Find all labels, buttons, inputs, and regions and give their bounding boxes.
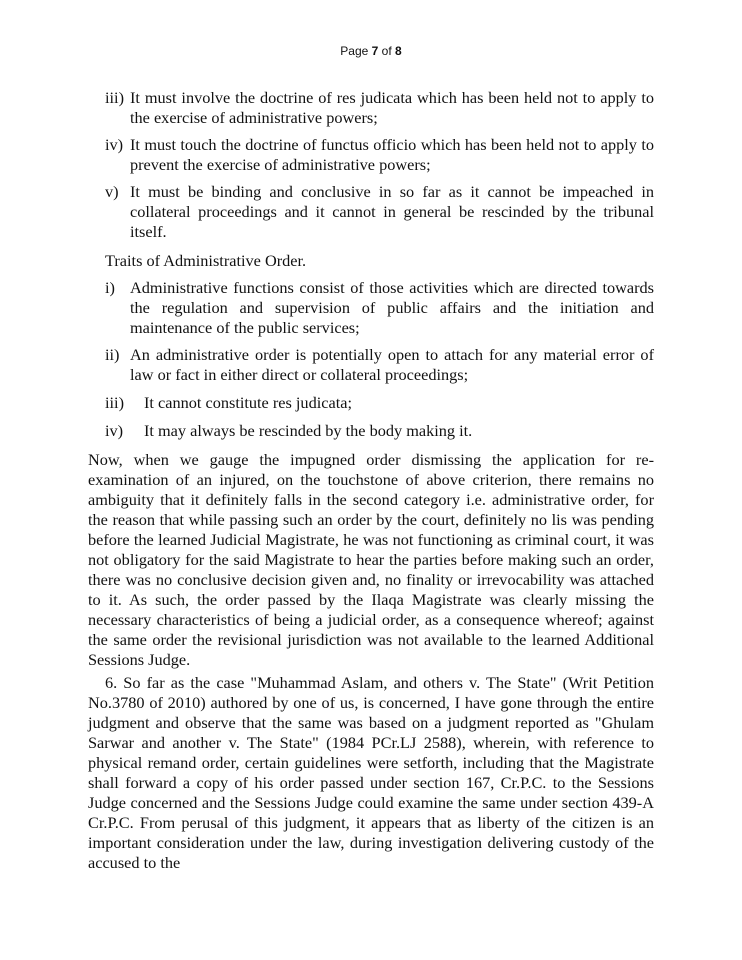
- list-item-number: iv): [105, 135, 124, 154]
- list-item: [105, 278, 654, 338]
- page-header: [0, 44, 742, 58]
- list-item: [105, 393, 654, 413]
- list-item: [105, 421, 654, 441]
- list-item-text: It may always be rescinded by the body making it.: [144, 421, 473, 440]
- list-item-number: iv): [105, 421, 124, 440]
- list-item-number: iii): [105, 88, 124, 107]
- list-item: [105, 182, 654, 242]
- list-item-number: iii): [105, 393, 124, 412]
- list-item-text: It must touch the doctrine of functus officio which has been held not to apply to prevent the exercise of administrative powers;: [130, 135, 654, 174]
- list-item: [105, 88, 654, 128]
- list-item-text: An administrative order is potentially open to attach for any material error of law or fact in either direct or collateral proceedings;: [130, 345, 654, 384]
- list-item-number: v): [105, 182, 119, 201]
- page-label: Page: [340, 44, 372, 58]
- list-item: [105, 345, 654, 385]
- page-of: of: [378, 44, 396, 58]
- list-item: [105, 135, 654, 175]
- page-current: 7: [371, 44, 379, 58]
- list-item-text: It cannot constitute res judicata;: [144, 393, 352, 412]
- section-heading: Traits of Administrative Order.: [105, 251, 307, 270]
- list-item-text: It must involve the doctrine of res judicata which has been held not to apply to the exercise of administrative powers;: [130, 88, 654, 127]
- list-item-text: It must be binding and conclusive in so far as it cannot be impeached in collateral proceedings and it cannot in general be rescinded by the tribunal itself.: [130, 182, 654, 241]
- body-paragraph: [88, 673, 654, 873]
- paragraph-text: 6. So far as the case "Muhammad Aslam, and others v. The State" (Writ Petition No.3780 of 2010) authored by one of us, is concerned, I have gone through the entire judgment and observe that the same was based on a judgment reported as "Ghulam Sarwar and another v. The State" (1984 PCr.LJ 2588), wherein, with reference to physical remand order, certain guidelines were setforth, including that the Magistrate shall forward a copy of his order passed under section 167, Cr.P.C. to the Sessions Judge concerned and the Sessions Judge could examine the same under section 439-A Cr.P.C. From perusal of this judgment, it appears that as liberty of the citizen is an important consideration under the law, during investigation delivering custody of the accused to the: [88, 673, 654, 872]
- body-paragraph: Now, when we gauge the impugned order dismissing the application for re-examination of an injured, on the touchstone of above criterion, there remains no ambiguity that it definitely falls in the second category i.e. administrative order, for the reason that while passing such an order by the court, definitely no lis was pending before the learned Judicial Magistrate, he was not functioning as criminal court, it was not obligatory for the said Magistrate to hear the parties before making such an order, there was no conclusive decision given and, no finality or irrevocability was attached to it. As such, the order passed by the Ilaqa Magistrate was clearly missing the necessary characteristics of being a judicial order, as a consequence whereof; against the same order the revisional jurisdiction was not available to the learned Additional Sessions Judge.: [88, 450, 654, 669]
- page-total: 8: [395, 44, 402, 58]
- list-item-number: i): [105, 278, 115, 297]
- list-item-text: Administrative functions consist of those activities which are directed towards the regulation and supervision of public affairs and the initiation and maintenance of the public services;: [130, 278, 654, 337]
- list-item-number: ii): [105, 345, 120, 364]
